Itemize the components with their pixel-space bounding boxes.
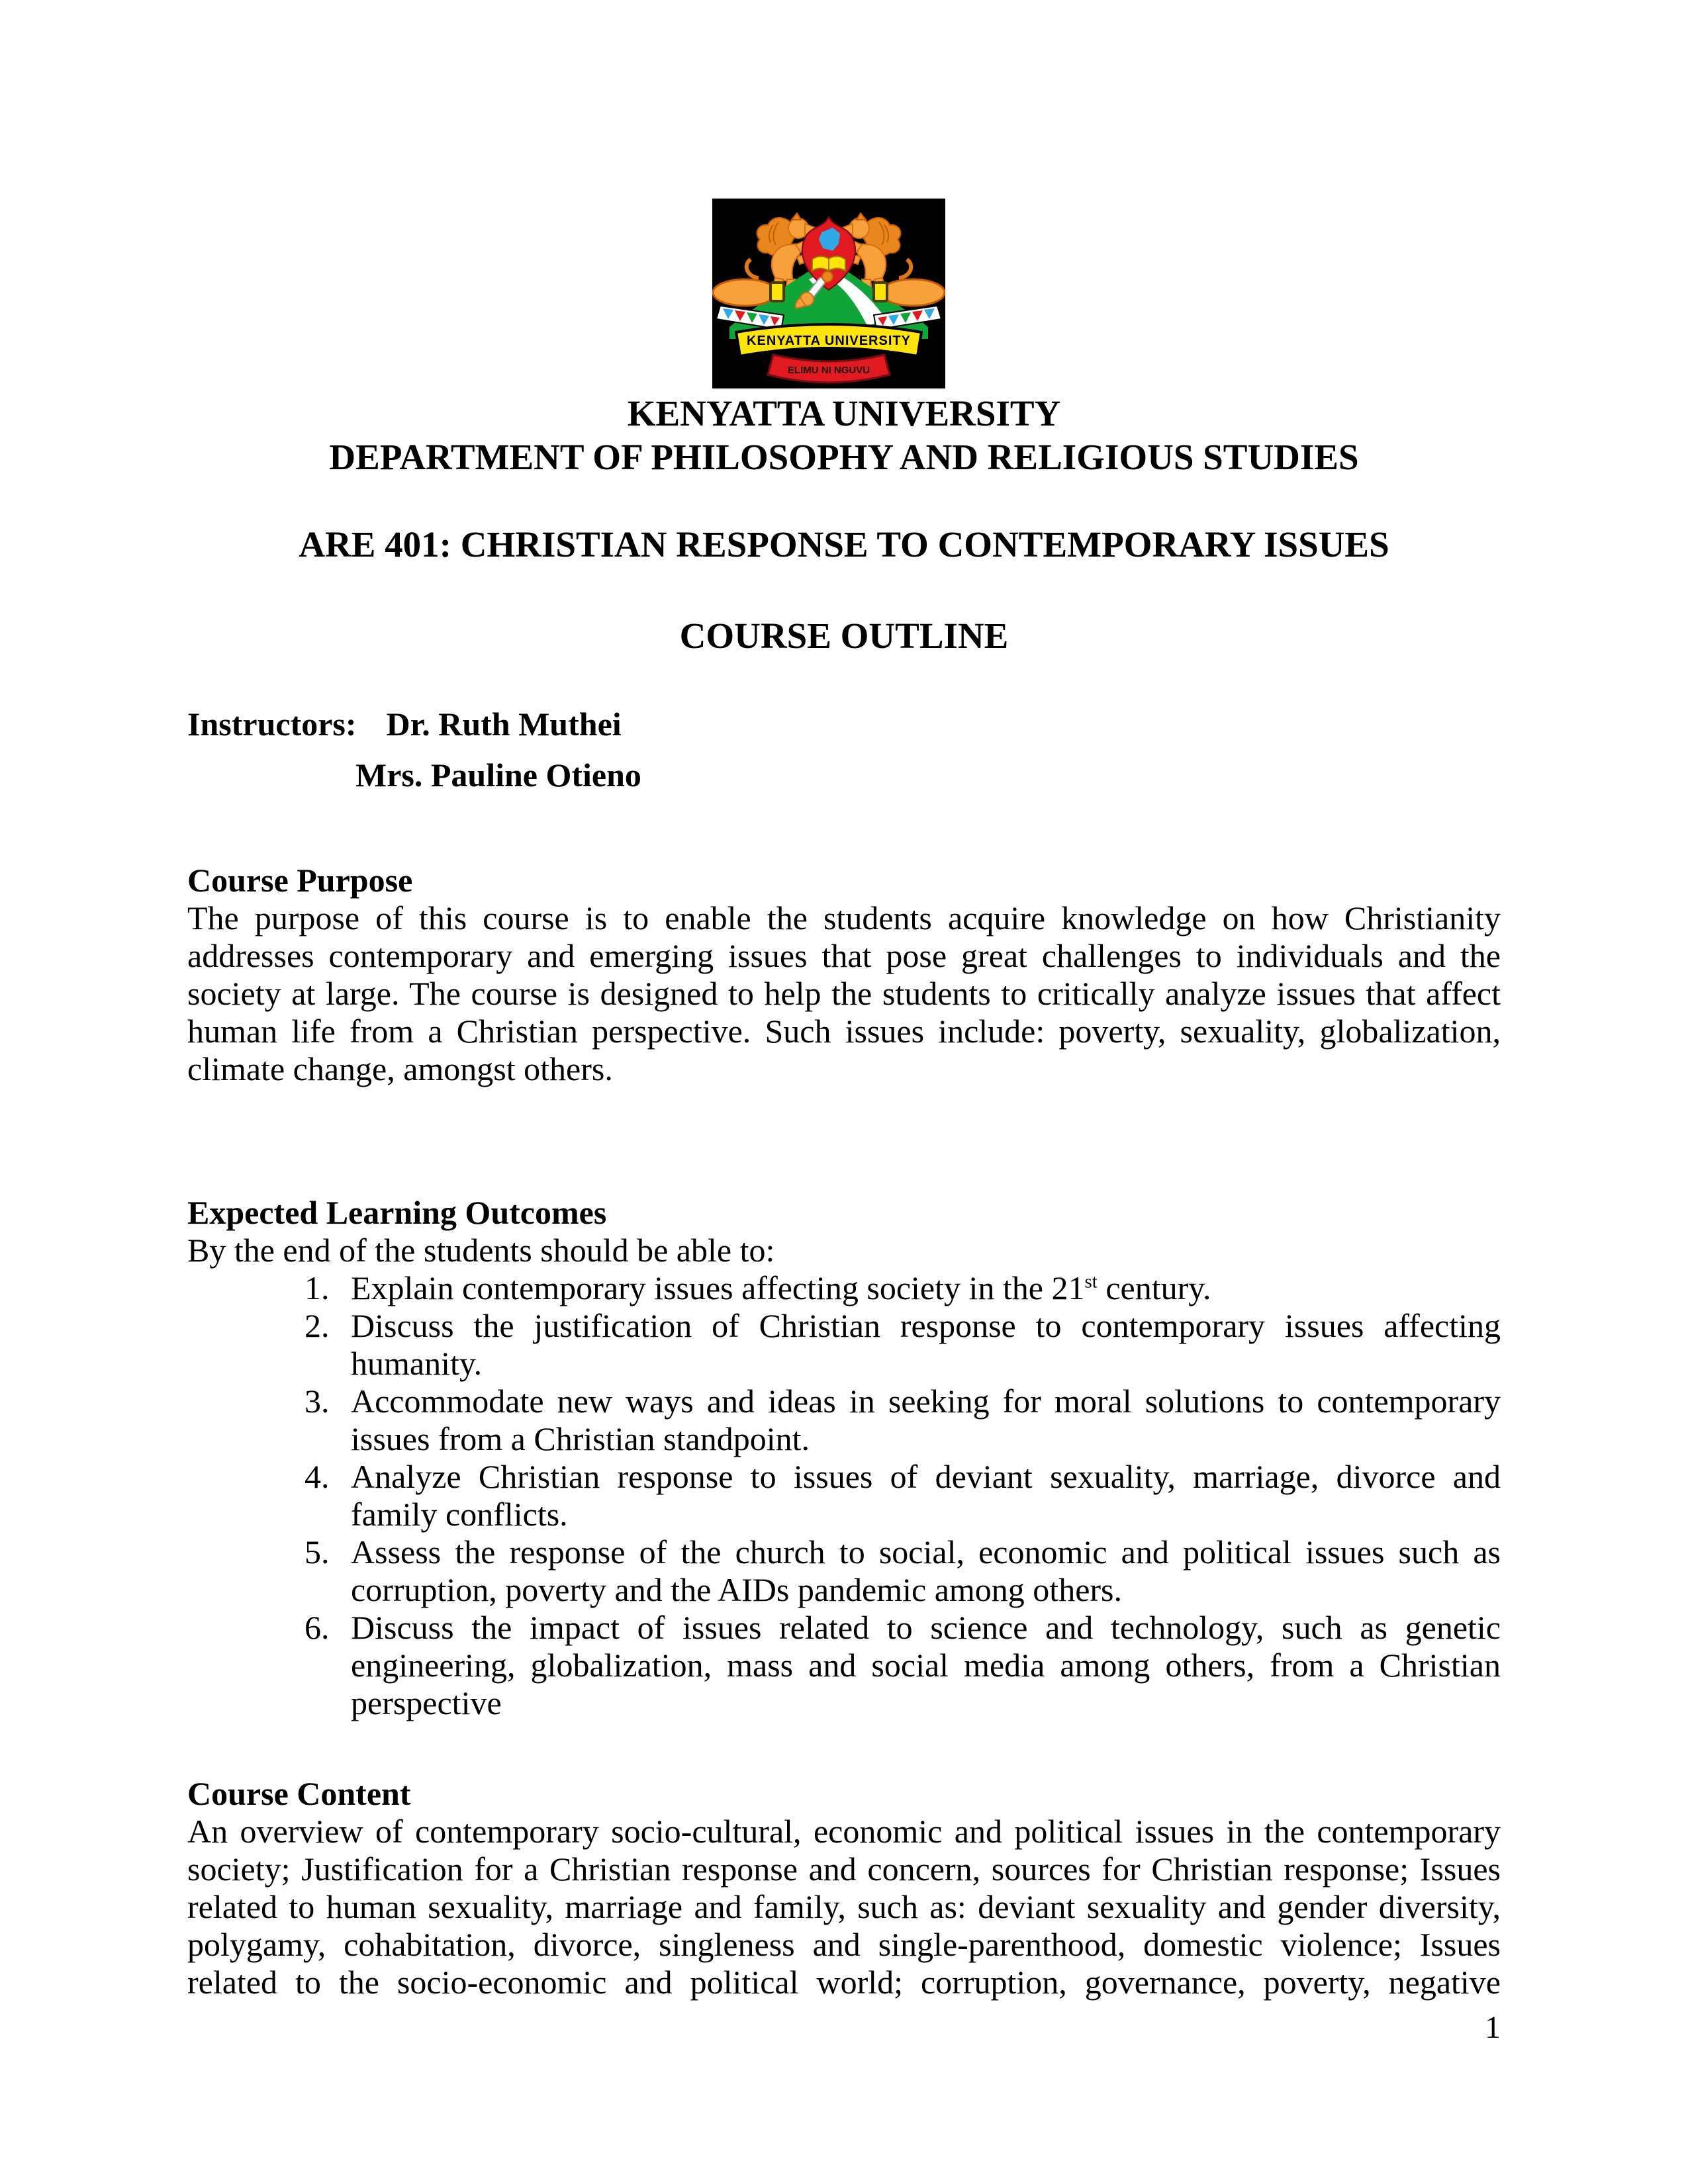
department-title: DEPARTMENT OF PHILOSOPHY AND RELIGIOUS STUDIES: [329, 437, 1359, 477]
outcome-number: 5.: [305, 1533, 330, 1570]
learning-outcomes-list: [305, 1269, 1501, 1722]
university-logo: [712, 199, 945, 388]
page-number: 1: [1485, 2010, 1501, 2045]
outcome-text: Explain contemporary issues affecting society in the 21st century.: [351, 1269, 1211, 1306]
outcome-item: [305, 1458, 1501, 1533]
instructor-name: Dr. Ruth Muthei: [386, 705, 622, 743]
course-title: ARE 401: CHRISTIAN RESPONSE TO CONTEMPORARY ISSUES: [299, 524, 1389, 565]
logo-motto-text: ELIMU NI NGUVU: [787, 365, 870, 376]
instructor-name: Mrs. Pauline Otieno: [355, 756, 641, 794]
course-content-paragraph: An overview of contemporary socio-cultural, economic and political issues in the contemporary society; Justification for a Christian response and concern, sources for Christian response; Issues related to human sexuality, marriage and family, such as: deviant sexuality and gender diversity, polygamy, cohabitation, divorce, singleness and single-parenthood, domestic violence; Issues related to the socio-economic and political world; corruption, governance, poverty, negative: [187, 1813, 1501, 2001]
outcome-item: [305, 1307, 1501, 1383]
outcome-text: Analyze Christian response to issues of deviant sexuality, marriage, divorce and family conflicts.: [351, 1458, 1501, 1533]
outcome-item: [305, 1383, 1501, 1458]
outcome-number: 6.: [305, 1609, 330, 1646]
document-title: COURSE OUTLINE: [679, 615, 1009, 656]
instructors-line: [187, 699, 1501, 750]
instructors-block: [187, 699, 1501, 801]
university-title: KENYATTA UNIVERSITY: [627, 393, 1061, 433]
outcome-number: 1.: [305, 1269, 330, 1306]
learning-outcomes-intro: By the end of the students should be able to:: [187, 1232, 775, 1269]
outcome-item: [305, 1269, 1501, 1307]
outcome-number: 3.: [305, 1383, 330, 1420]
outcome-item: [305, 1609, 1501, 1722]
outcome-text: Discuss the justification of Christian response to contemporary issues affecting humanity.: [351, 1307, 1501, 1382]
course-purpose-heading: Course Purpose: [187, 862, 413, 899]
course-purpose-paragraph: The purpose of this course is to enable the students acquire knowledge on how Christianity addresses contemporary and emerging issues that pose great challenges to individuals and the society at large. The course is designed to help the students to critically analyze issues that affect human life from a Christian perspective. Such issues include: poverty, sexuality, globalization, climate change, amongst others.: [187, 899, 1501, 1087]
document-content: [187, 199, 1501, 2001]
outcome-number: 2.: [305, 1307, 330, 1344]
logo-banner-text: KENYATTA UNIVERSITY: [747, 334, 911, 348]
instructors-label: Instructors:: [187, 705, 357, 743]
outcome-text: Assess the response of the church to social, economic and political issues such as corruption, poverty and the AIDs pandemic among others.: [351, 1533, 1501, 1608]
learning-outcomes-heading: Expected Learning Outcomes: [187, 1194, 607, 1231]
outcome-item: [305, 1533, 1501, 1609]
outcome-text: Discuss the impact of issues related to science and technology, such as genetic engineering, globalization, mass and social media among others, from a Christian perspective: [351, 1609, 1501, 1721]
outcome-number: 4.: [305, 1458, 330, 1495]
course-content-heading: Course Content: [187, 1775, 411, 1812]
outcome-text: Accommodate new ways and ideas in seeking for moral solutions to contemporary issues from a Christian standpoint.: [351, 1383, 1501, 1457]
logo-container: [172, 199, 1485, 392]
